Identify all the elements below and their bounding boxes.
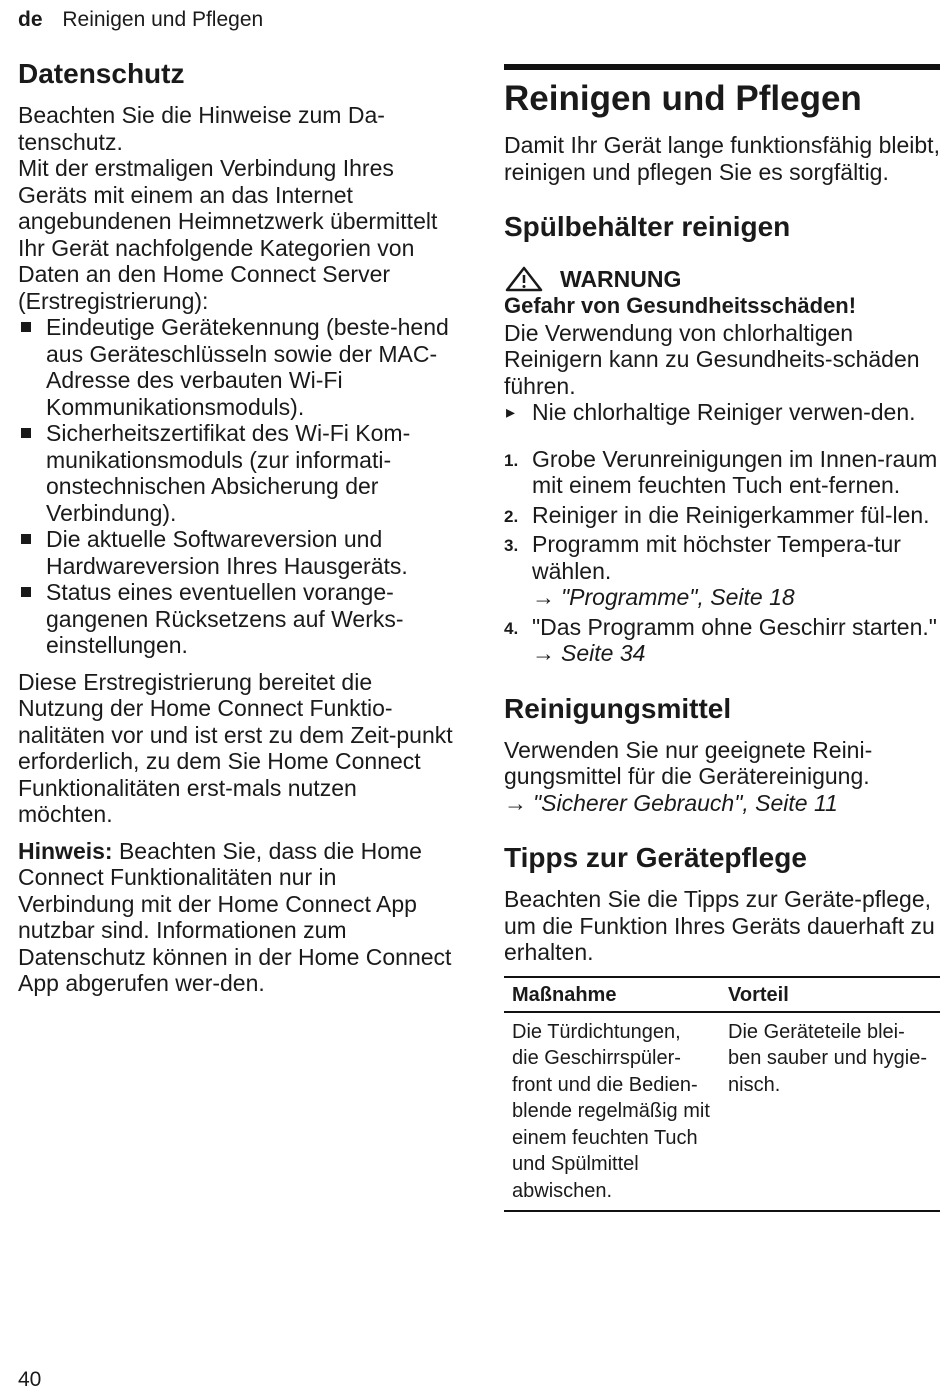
table-header-benefit: Vorteil	[720, 977, 940, 1012]
privacy-heading: Datenschutz	[18, 58, 185, 89]
language-code: de	[18, 8, 43, 31]
chapter-title: Reinigen und Pflegen	[504, 64, 940, 120]
chapter-intro: Damit Ihr Gerät lange funktionsfähig bleibt, reinigen und pflegen Sie es sorgfältig.	[504, 132, 940, 185]
list-item: Eindeutige Gerätekennung (beste-hend aus Geräteschlüsseln sowie der MAC-Adresse des verbauten Wi-Fi Kommunikationsmoduls).	[18, 314, 454, 420]
warning-label: WARNUNG	[560, 266, 682, 292]
note-paragraph	[18, 838, 454, 997]
list-item: 1. Grobe Verunreinigungen im Innen-raum mit einem feuchten Tuch ent-fernen.	[504, 445, 938, 498]
list-item: 4. "Das Programm ohne Geschirr starten." → Seite 34	[504, 613, 937, 666]
header-section-title: Reinigen und Pflegen	[62, 8, 264, 31]
note-label: Hinweis:	[18, 837, 113, 864]
table-row	[504, 1012, 940, 1212]
note-text: Beachten Sie, dass die Home Connect Funktionalitäten nur in Verbindung mit der Home Connect App nutzbar sind. Informationen zum Datenschutz können in der Home Connect App abgerufen wer-den.	[18, 837, 452, 996]
care-tips-table	[504, 976, 940, 1213]
table-cell: Die Geräteteile blei-ben sauber und hygie-nisch.	[720, 1012, 940, 1212]
section-heading-rinse-container: Spülbehälter reinigen	[504, 211, 791, 242]
section-heading-detergents: Reinigungsmittel	[504, 692, 732, 724]
list-item: 2. Reiniger in die Reinigerkammer fül-len.	[504, 501, 930, 528]
cross-reference-link[interactable]: → "Sicherer Gebrauch", Seite 11	[504, 789, 838, 816]
page-number: 40	[18, 1368, 42, 1391]
privacy-intro: Beachten Sie die Hinweise zum Da-tenschutz.	[18, 102, 385, 155]
data-category-list	[18, 314, 454, 659]
registration-purpose-text: Diese Erstregistrierung bereitet die Nutzung der Home Connect Funktio-nalitäten vor und ist erst zu dem Zeit-punkt erforderlich, zu dem Sie Home Connect Funktionalitäten erst-mals nutzen möchten.	[18, 668, 453, 827]
warning-triangle-icon	[504, 266, 544, 292]
warning-heading	[504, 265, 940, 293]
list-item: Die aktuelle Softwareversion und Hardwareversion Ihres Hausgeräts.	[18, 526, 454, 579]
table-cell: Die Türdichtungen, die Geschirrspüler-front und die Bedien-blende regelmäßig mit einem feuchten Tuch und Spülmittel abwischen.	[504, 1012, 720, 1212]
detergent-text: Verwenden Sie nur geeignete Reini-gungsmittel für die Gerätereinigung.	[504, 736, 873, 789]
left-column	[18, 58, 454, 997]
table-header-measure: Maßnahme	[504, 977, 720, 1012]
privacy-registration-text: Mit der erstmaligen Verbindung Ihres Geräts mit einem an das Internet angebundenen Heimnetzwerk übermittelt Ihr Gerät nachfolgende Kategorien von Daten an den Home Connect Server (Erstregistrierung):	[18, 155, 438, 314]
care-tips-text: Beachten Sie die Tipps zur Geräte-pflege, um die Funktion Ihres Geräts dauerhaft zu erhalten.	[504, 886, 935, 965]
list-item: Status eines eventuellen vorange-gangenen Rücksetzens auf Werks-einstellungen.	[18, 579, 454, 659]
cross-reference-link[interactable]: → Seite 34	[532, 640, 646, 666]
list-item: 3. Programm mit höchster Tempera-tur wählen. → "Programme", Seite 18	[504, 531, 901, 610]
warning-action: ▸ Nie chlorhaltige Reiniger verwen-den.	[504, 399, 940, 426]
list-item: Sicherheitszertifikat des Wi-Fi Kom-munikationsmoduls (zur informati-onstechnischen Absicherung der Verbindung).	[18, 420, 454, 526]
cleaning-steps	[504, 446, 940, 667]
running-header	[18, 8, 263, 32]
warning-text: Die Verwendung von chlorhaltigen Reinigern kann zu Gesundheits-schäden führen.	[504, 319, 920, 399]
right-column	[504, 64, 940, 1212]
section-heading-care-tips: Tipps zur Gerätepflege	[504, 842, 807, 873]
cross-reference-link[interactable]: → "Programme", Seite 18	[532, 584, 795, 610]
warning-subtitle: Gefahr von Gesundheitsschäden!	[504, 293, 857, 318]
